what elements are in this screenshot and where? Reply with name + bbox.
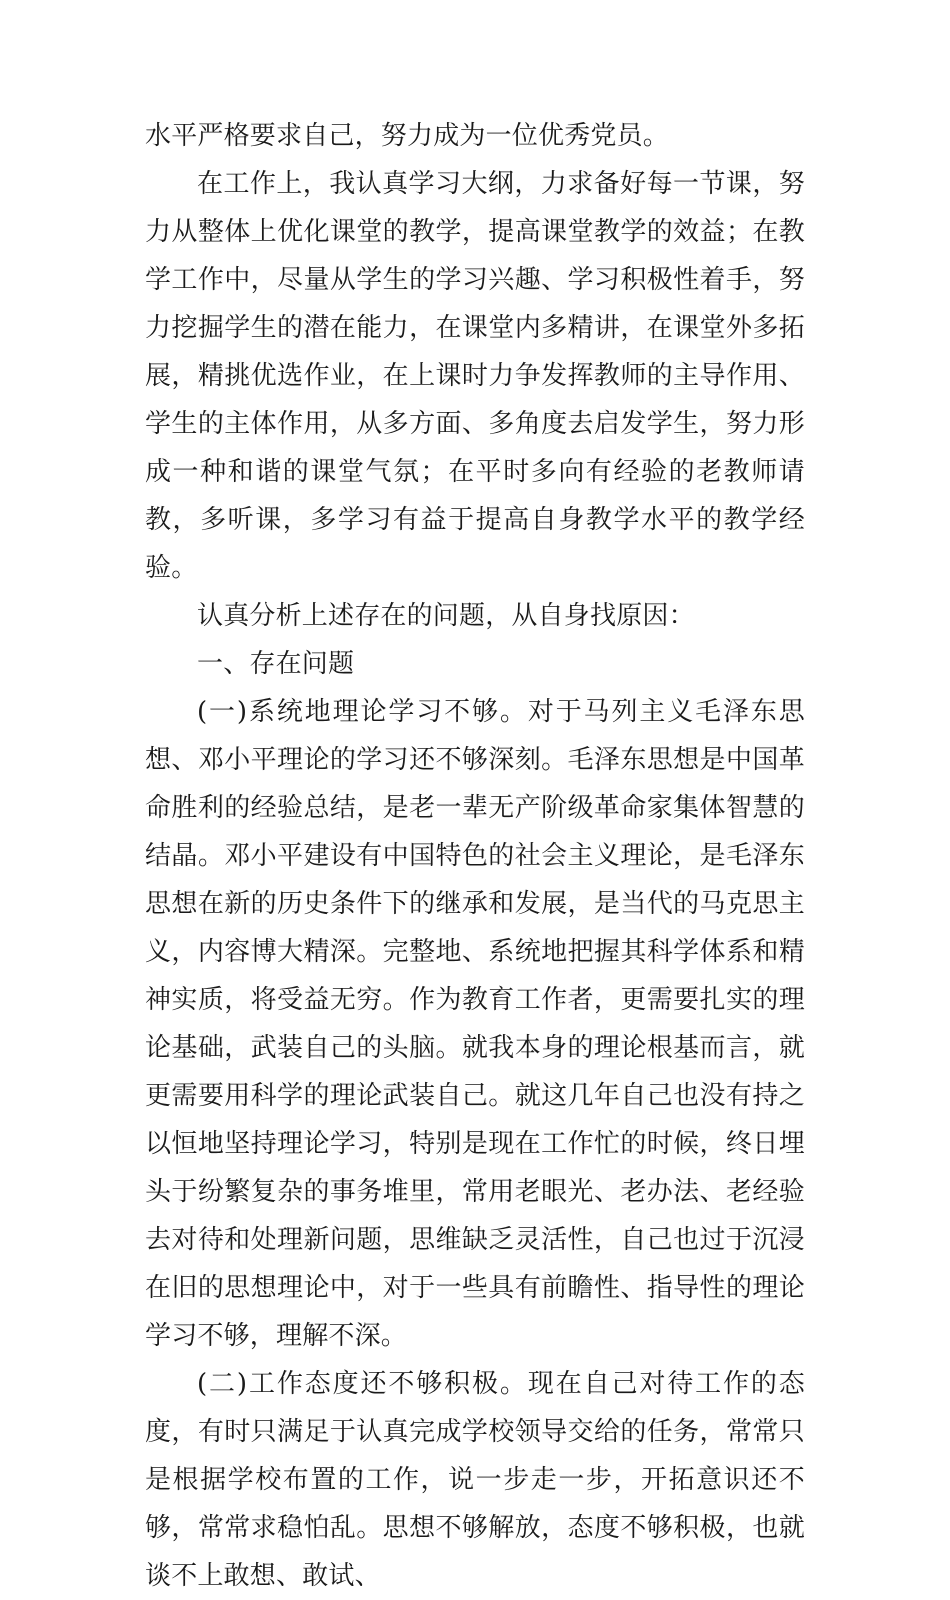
paragraph-continuation: 水平严格要求自己，努力成为一位优秀党员。 [145, 121, 670, 151]
paragraph-analysis-intro: 认真分析上述存在的问题，从自身找原因： [197, 601, 695, 631]
paragraph-work: 在工作上，我认真学习大纲，力求备好每一节课，努力从整体上优化课堂的教学，提高课堂教学的效益；在教学工作中，尽量从学生的学习兴趣、学习积极性着手，努力挖掘学生的潜在能力，在课堂内多精讲，在课堂外多拓展，精挑优选作业，在上课时力争发挥教师的主导作用、学生的主体作用，从多方面、多角度去启发学生，努力形成一种和谐的课堂气氛；在平时多向有经验的老教师请教，多听课，多学习有益于提高自身教学水平的教学经验。 [145, 169, 805, 583]
section-heading-problems: 一、存在问题 [197, 649, 355, 679]
document-page [145, 112, 805, 1600]
paragraph-problem-2: (二)工作态度还不够积极。现在自己对待工作的态度，有时只满足于认真完成学校领导交给的任务，常常只是根据学校布置的工作，说一步走一步，开拓意识还不够，常常求稳怕乱。思想不够解放，态度不够积极，也就谈不上敢想、敢试、 [145, 1369, 805, 1591]
paragraph-problem-1: (一)系统地理论学习不够。对于马列主义毛泽东思想、邓小平理论的学习还不够深刻。毛泽东思想是中国革命胜利的经验总结，是老一辈无产阶级革命家集体智慧的结晶。邓小平建设有中国特色的社会主义理论，是毛泽东思想在新的历史条件下的继承和发展，是当代的马克思主义，内容博大精深。完整地、系统地把握其科学体系和精神实质，将受益无穷。作为教育工作者，更需要扎实的理论基础，武装自己的头脑。就我本身的理论根基而言，就更需要用科学的理论武装自己。就这几年自己也没有持之以恒地坚持理论学习，特别是现在工作忙的时候，终日埋头于纷繁复杂的事务堆里，常用老眼光、老办法、老经验去对待和处理新问题，思维缺乏灵活性，自己也过于沉浸在旧的思想理论中，对于一些具有前瞻性、指导性的理论学习不够，理解不深。 [145, 697, 805, 1351]
